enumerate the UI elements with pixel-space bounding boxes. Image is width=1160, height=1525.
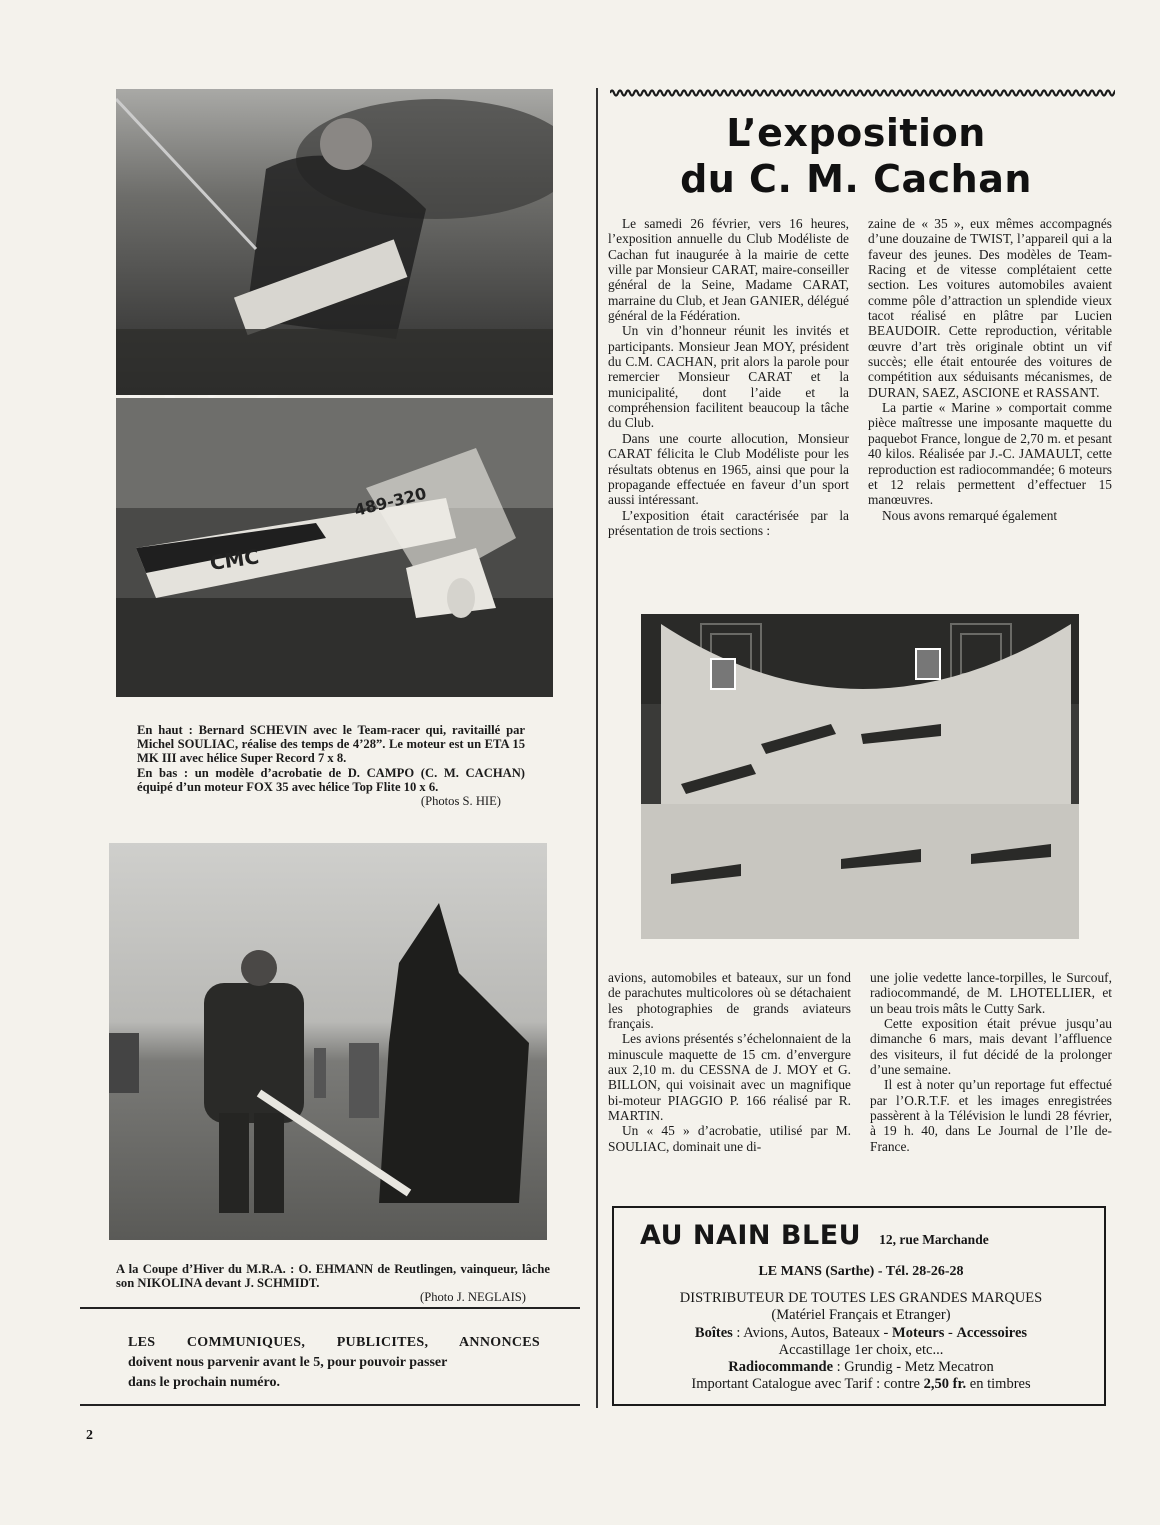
article-col4-p1: une jolie vedette lance-torpilles, le Surcouf, radiocommandé, de M. LHOTELLIER, et un beau trois mâts le Cutty Sark. xyxy=(870,970,1112,1016)
divider-notice-bottom xyxy=(80,1404,580,1406)
ad-price: 2,50 fr. xyxy=(923,1376,967,1392)
article-col1-p4: L’exposition était caractérisée par la présentation de trois sections : xyxy=(608,507,849,538)
caption-bottom-1: A la Coupe d’Hiver du M.R.A. : O. EHMANN de Reutlingen, vainqueur, lâche son NIKOLINA devant J. SCHMIDT. xyxy=(116,1262,550,1291)
article-col3-p3: Un « 45 » d’acrobatie, utilisé par M. SOULIAC, dominait une di- xyxy=(608,1123,851,1154)
ad-boites-label: Boîtes xyxy=(694,1325,733,1341)
photo-exhibition-hall xyxy=(641,614,1079,939)
ad-line-3 xyxy=(614,1325,1108,1342)
article-col1-p2: Un vin d’honneur réunit les invités et participants. Monsieur Jean MOY, président du C.M. CACHAN, prit alors la parole pour remercier Monsieur CARAT et la municipalité, dont l’aide et la compréhension facilitent beaucoup la tâche du Club. xyxy=(608,323,849,431)
wing-marking-cmc: CMC xyxy=(208,544,261,575)
ad-boites-text: : Avions, Autos, Bateaux - xyxy=(736,1325,889,1341)
photo-team-racer xyxy=(116,89,553,395)
photo-glider-launch xyxy=(109,843,547,1240)
ad-sep: - xyxy=(947,1325,953,1341)
article-col3-p2: Les avions présentés s’échelonnaient de la minuscule maquette de 15 cm. d’envergure aux 2,10 m. du CESSNA de J. MOY et G. BILLON, qui voisinait avec un magnifique bi-moteur PIAGGIO P. 166 réalisé par R. MARTIN. xyxy=(608,1031,851,1124)
article-column-4 xyxy=(870,970,1112,1154)
article-col2-p2: La partie « Marine » comportait comme pièce maîtresse une imposante maquette du paquebot France, longue de 2,70 m. et pesant 40 kilos. Réalisée par J.-C. JAMAULT, cette reproduction est radiocommandée; 6 moteurs et 12 relais permettent d’effectuer 15 manœuvres. xyxy=(868,400,1112,508)
ad-catalogue-text: Important Catalogue avec Tarif : contre xyxy=(691,1376,920,1392)
caption-top xyxy=(137,723,525,808)
ad-accessoires: Accessoires xyxy=(956,1325,1028,1341)
wing-marking-number: 489-320 xyxy=(352,483,429,520)
notice-line-2: doivent nous parvenir avant le 5, pour pouvoir passer xyxy=(128,1355,448,1370)
ad-radio-label: Radiocommande xyxy=(728,1359,834,1375)
article-column-3 xyxy=(608,970,851,1154)
article-col2-p3: Nous avons remarqué également xyxy=(882,507,1058,523)
article-title xyxy=(606,110,1106,202)
caption-top-2: En bas : un modèle d’acrobatie de D. CAMPO (C. M. CACHAN) équipé d’un moteur FOX 35 avec hélice Top Flite 10 x 6. xyxy=(137,765,525,794)
ad-catalogue-end: en timbres xyxy=(969,1376,1031,1392)
article-column-1 xyxy=(608,216,849,538)
caption-bottom xyxy=(116,1262,550,1305)
ad-city: LE MANS (Sarthe) xyxy=(758,1264,875,1279)
article-column-2 xyxy=(868,216,1112,523)
notice-line-1: LES COMMUNIQUES, PUBLICITES, ANNONCES xyxy=(128,1335,540,1350)
ad-line-1: DISTRIBUTEUR DE TOUTES LES GRANDES MARQUES xyxy=(679,1290,1043,1306)
article-col1-p3: Dans une courte allocution, Monsieur CARAT félicita le Club Modéliste pour les résultats obtenus en 1965, ainsi que pour la propagande effectuée en faveur d’un sport aussi intéressant. xyxy=(608,430,849,508)
column-divider xyxy=(596,88,598,1408)
ad-name: AU NAIN BLEU xyxy=(640,1220,862,1251)
ad-radio-text: : Grundig - Metz Mecatron xyxy=(836,1359,994,1375)
ad-phone: - Tél. 28-26-28 xyxy=(877,1264,964,1279)
decorative-wavy-rule xyxy=(610,86,1115,100)
ad-address: 12, rue Marchande xyxy=(879,1232,989,1247)
ad-moteurs: Moteurs xyxy=(892,1325,945,1341)
article-col4-p2: Cette exposition était prévue jusqu’au dimanche 6 mars, mais devant l’affluence des visiteurs, il fut décidé de la prolonger d’une semaine. xyxy=(870,1016,1112,1078)
ad-line-6 xyxy=(614,1376,1108,1393)
caption-bottom-credit: (Photo J. NEGLAIS) xyxy=(420,1290,526,1305)
page-number: 2 xyxy=(86,1428,93,1443)
notice-line-3: dans le prochain numéro. xyxy=(128,1375,280,1390)
article-col4-p3: Il est à noter qu’un reportage fut effectué par l’O.R.T.F. et les images enregistrées passèrent à la Télévision le lundi 28 février, à 19 h. 40, dans Le Journal de l’Ile de-France. xyxy=(870,1077,1112,1154)
article-title-line-1: L’exposition xyxy=(726,111,986,155)
article-col2-p1: zaine de « 35 », eux mêmes accompagnés d’une douzaine de TWIST, l’appareil qui a la faveur des jeunes. Des modèles de Team-Racing et de vitesse complétaient cette section. Les voitures automobiles avaient comme pôle d’attraction un splendide vieux tacot réalisé en plâtre par Lucien BEAUDOIR. Cette reproduction, véritable œuvre d’art très originale obtint un vif succès; elle était entourée des voitures de compétition aux séduisants mécanismes, de DURAN, SAEZ, ASCIONE et RASSANT. xyxy=(868,216,1112,400)
article-col3-p1: avions, automobiles et bateaux, sur un fond de parachutes multicolores où se détachaient les photographies de grands aviateurs français. xyxy=(608,970,851,1032)
notice-block xyxy=(128,1333,540,1393)
ad-location-line xyxy=(614,1264,1108,1280)
ad-line-4: Accastillage 1er choix, etc... xyxy=(778,1342,944,1358)
caption-top-credit: (Photos S. HIE) xyxy=(420,794,501,809)
photo-aerobatic-model xyxy=(116,398,553,697)
divider-notice-top xyxy=(80,1307,580,1309)
article-col1-p1: Le samedi 26 février, vers 16 heures, l’exposition annuelle du Club Modéliste de Cachan fut inaugurée à la mairie de cette ville par Monsieur CARAT, maire-conseiller général de la Seine, Madame CARAT, marraine du Club, et Jean GANIER, délégué général de la Fédération. xyxy=(608,216,849,324)
ad-line-2: (Matériel Français et Etranger) xyxy=(771,1307,951,1323)
ad-line-5 xyxy=(614,1359,1108,1376)
article-title-line-2: du C. M. Cachan xyxy=(680,157,1032,201)
advertisement-au-nain-bleu xyxy=(612,1206,1106,1406)
caption-top-1: En haut : Bernard SCHEVIN avec le Team-racer qui, ravitaillé par Michel SOULIAC, réalise des temps de 4’28”. Le moteur est un ETA 15 MK III avec hélice Super Record 7 x 8. xyxy=(137,723,525,766)
ad-store-name xyxy=(640,1220,989,1251)
